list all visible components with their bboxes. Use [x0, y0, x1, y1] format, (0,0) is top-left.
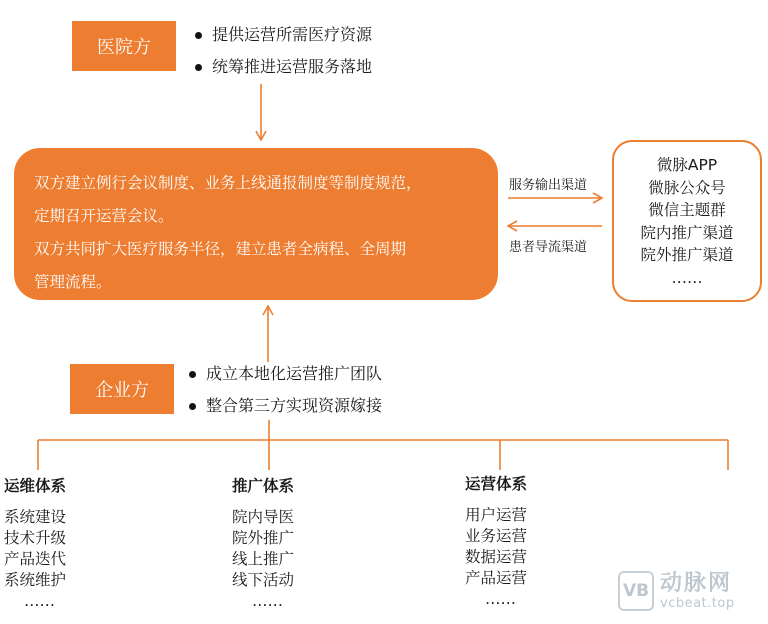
- system-more: ……: [24, 592, 55, 610]
- service-output-label: 服务输出渠道: [509, 178, 588, 193]
- enterprise-bullet: 整合第三方实现资源嫁接: [189, 390, 382, 422]
- system-item: 系统维护: [4, 571, 67, 589]
- channel-item: 微信主题群: [648, 201, 726, 219]
- system-item: 院外推广: [232, 529, 295, 547]
- hospital-label: 医院方: [97, 37, 151, 58]
- system-title: 运维体系: [4, 477, 67, 495]
- enterprise-label-box: [70, 364, 174, 414]
- system-column-operation: [465, 474, 527, 610]
- system-item: 技术升级: [4, 529, 67, 547]
- hospital-label-box: [72, 21, 176, 71]
- watermark-text: [660, 572, 735, 611]
- bullet-dot-icon: [189, 403, 196, 410]
- channel-item: 微脉公众号: [648, 178, 726, 197]
- cooperation-line: 双方共同扩大医疗服务半径，建立患者全病程、全周期: [34, 240, 407, 258]
- cooperation-line: 管理流程。: [34, 273, 112, 291]
- bullet-dot-icon: [195, 32, 202, 39]
- watermark: [618, 566, 764, 616]
- system-column-ops: [4, 476, 66, 612]
- system-item: 数据运营: [465, 548, 528, 566]
- watermark-site: vcbeat.top: [660, 595, 735, 611]
- system-column-promotion: [232, 476, 294, 612]
- system-item: 产品运营: [465, 569, 528, 587]
- system-title: 推广体系: [232, 477, 295, 495]
- system-more: ……: [485, 590, 516, 608]
- cooperation-line: 定期召开运营会议。: [34, 207, 174, 225]
- system-more: ……: [252, 592, 283, 610]
- hospital-bullet: 提供运营所需医疗资源: [195, 19, 372, 51]
- cooperation-box: [14, 148, 498, 300]
- system-item: 产品迭代: [4, 550, 67, 568]
- enterprise-label: 企业方: [95, 380, 149, 401]
- channel-item: 微脉APP: [656, 156, 718, 174]
- system-title: 运营体系: [465, 475, 528, 493]
- system-item: 线上推广: [232, 550, 295, 568]
- system-item: 院内导医: [232, 508, 295, 526]
- enterprise-bullets: [189, 358, 382, 422]
- system-item: 线下活动: [232, 571, 295, 589]
- cooperation-line: 双方建立例行会议制度、业务上线通报制度等制度规范，: [34, 174, 422, 192]
- system-item: 系统建设: [4, 508, 67, 526]
- channel-item: 院内推广渠道: [640, 223, 734, 242]
- system-item: 用户运营: [465, 506, 528, 524]
- system-item: 业务运营: [465, 527, 528, 545]
- bullet-dot-icon: [195, 64, 202, 71]
- vcbeat-logo-icon: VB: [618, 571, 654, 611]
- channel-item: 院外推广渠道: [640, 246, 734, 264]
- patient-inflow-label: 患者导流渠道: [509, 240, 588, 255]
- bullet-dot-icon: [189, 371, 196, 378]
- channels-box: [612, 140, 762, 302]
- channel-item: ……: [671, 268, 703, 287]
- hospital-bullet: 统筹推进运营服务落地: [195, 51, 372, 83]
- hospital-bullets: [195, 19, 372, 83]
- enterprise-bullet: 成立本地化运营推广团队: [189, 358, 382, 390]
- watermark-name: 动脉网: [660, 570, 733, 596]
